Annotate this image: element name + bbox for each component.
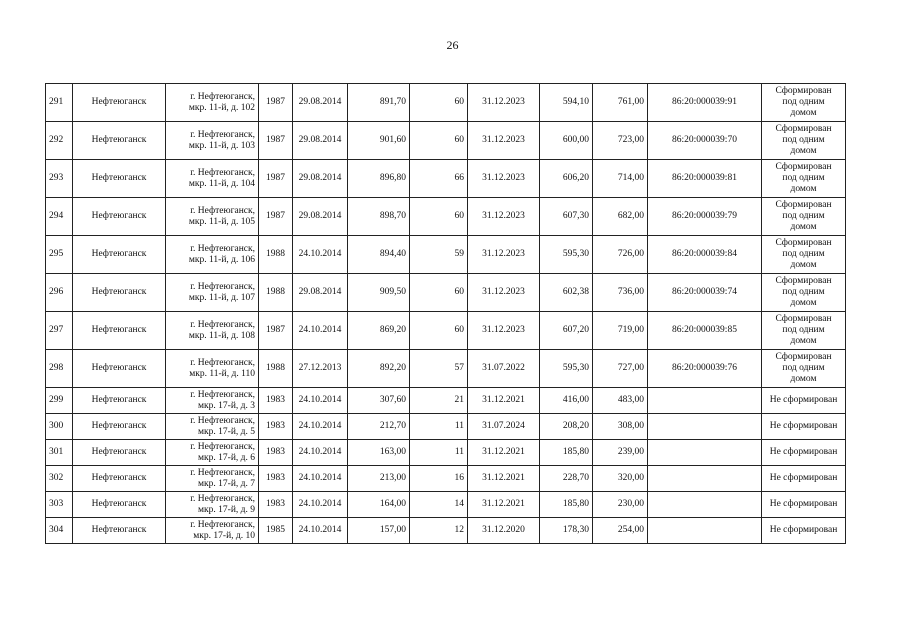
- city-cell: Нефтеюганск: [73, 492, 166, 518]
- city-cell: Нефтеюганск: [73, 236, 166, 274]
- cadastral-cell: 86:20:000039:81: [648, 160, 762, 198]
- row-number: 291: [46, 84, 73, 122]
- status-line: Сформирован: [775, 200, 832, 210]
- value2-cell: 230,00: [593, 492, 648, 518]
- cadastral-cell: [648, 518, 762, 544]
- value2-cell: 714,00: [593, 160, 648, 198]
- city-cell: Нефтеюганск: [73, 84, 166, 122]
- row-number: 292: [46, 122, 73, 160]
- area-cell: 157,00: [348, 518, 410, 544]
- city-cell: Нефтеюганск: [73, 388, 166, 414]
- row-number: 304: [46, 518, 73, 544]
- date-cell: 29.08.2014: [293, 84, 348, 122]
- table-row: [46, 414, 846, 440]
- address-line: мкр. 11-й, д. 103: [188, 140, 255, 151]
- value1-cell: 595,30: [540, 350, 593, 388]
- status-cell: [762, 414, 846, 440]
- address-line: мкр. 11-й, д. 106: [188, 254, 255, 265]
- status-line: Сформирован: [775, 314, 832, 324]
- cadastral-cell: 86:20:000039:76: [648, 350, 762, 388]
- status-line: Не сформирован: [769, 421, 838, 431]
- address-line: мкр. 11-й, д. 105: [188, 216, 255, 227]
- value1-cell: 606,20: [540, 160, 593, 198]
- table-row: [46, 122, 846, 160]
- percent-cell: 60: [410, 312, 468, 350]
- address-line: мкр. 17-й, д. 6: [198, 452, 255, 463]
- area-cell: 892,20: [348, 350, 410, 388]
- address-line: г. Нефтеюганск,: [190, 167, 255, 178]
- address-line: мкр. 11-й, д. 102: [188, 102, 255, 113]
- row-number: 301: [46, 440, 73, 466]
- status-line: домом: [790, 260, 817, 270]
- row-number: 296: [46, 274, 73, 312]
- value2-cell: 320,00: [593, 466, 648, 492]
- date-cell: 24.10.2014: [293, 492, 348, 518]
- value2-cell: 723,00: [593, 122, 648, 160]
- address-cell: [166, 518, 259, 544]
- value1-cell: 600,00: [540, 122, 593, 160]
- address-cell: [166, 274, 259, 312]
- value1-cell: 416,00: [540, 388, 593, 414]
- status-line: Не сформирован: [769, 473, 838, 483]
- area-cell: 898,70: [348, 198, 410, 236]
- status-line: под одним: [782, 363, 825, 373]
- address-cell: [166, 388, 259, 414]
- status-cell: [762, 466, 846, 492]
- value2-cell: 682,00: [593, 198, 648, 236]
- row-number: 297: [46, 312, 73, 350]
- due-date-cell: 31.12.2023: [468, 236, 540, 274]
- due-date-cell: 31.12.2023: [468, 274, 540, 312]
- status-line: Не сформирован: [769, 525, 838, 535]
- city-cell: Нефтеюганск: [73, 466, 166, 492]
- row-number: 295: [46, 236, 73, 274]
- table-row: [46, 312, 846, 350]
- address-line: г. Нефтеюганск,: [190, 493, 255, 504]
- value1-cell: 602,38: [540, 274, 593, 312]
- table-body: [46, 84, 846, 544]
- date-cell: 24.10.2014: [293, 388, 348, 414]
- status-line: под одним: [782, 211, 825, 221]
- percent-cell: 66: [410, 160, 468, 198]
- address-cell: [166, 350, 259, 388]
- address-line: г. Нефтеюганск,: [190, 319, 255, 330]
- due-date-cell: 31.12.2023: [468, 312, 540, 350]
- status-line: Сформирован: [775, 352, 832, 362]
- year-cell: 1987: [259, 312, 293, 350]
- status-line: под одним: [782, 173, 825, 183]
- date-cell: 24.10.2014: [293, 466, 348, 492]
- row-number: 294: [46, 198, 73, 236]
- percent-cell: 60: [410, 84, 468, 122]
- value2-cell: 308,00: [593, 414, 648, 440]
- value2-cell: 483,00: [593, 388, 648, 414]
- area-cell: 909,50: [348, 274, 410, 312]
- value1-cell: 178,30: [540, 518, 593, 544]
- percent-cell: 57: [410, 350, 468, 388]
- date-cell: 29.08.2014: [293, 198, 348, 236]
- city-cell: Нефтеюганск: [73, 350, 166, 388]
- value1-cell: 185,80: [540, 492, 593, 518]
- value1-cell: 607,30: [540, 198, 593, 236]
- row-number: 302: [46, 466, 73, 492]
- status-cell: [762, 350, 846, 388]
- status-line: Сформирован: [775, 238, 832, 248]
- due-date-cell: 31.12.2023: [468, 160, 540, 198]
- year-cell: 1987: [259, 198, 293, 236]
- value2-cell: 726,00: [593, 236, 648, 274]
- status-line: домом: [790, 374, 817, 384]
- year-cell: 1985: [259, 518, 293, 544]
- date-cell: 24.10.2014: [293, 414, 348, 440]
- date-cell: 24.10.2014: [293, 518, 348, 544]
- value2-cell: 719,00: [593, 312, 648, 350]
- address-cell: [166, 84, 259, 122]
- address-line: г. Нефтеюганск,: [190, 415, 255, 426]
- date-cell: 24.10.2014: [293, 236, 348, 274]
- city-cell: Нефтеюганск: [73, 312, 166, 350]
- address-line: г. Нефтеюганск,: [190, 91, 255, 102]
- status-cell: [762, 84, 846, 122]
- address-line: г. Нефтеюганск,: [190, 389, 255, 400]
- percent-cell: 60: [410, 122, 468, 160]
- status-line: Не сформирован: [769, 447, 838, 457]
- row-number: 300: [46, 414, 73, 440]
- area-cell: 901,60: [348, 122, 410, 160]
- table-row: [46, 160, 846, 198]
- year-cell: 1983: [259, 440, 293, 466]
- status-line: домом: [790, 146, 817, 156]
- status-line: домом: [790, 298, 817, 308]
- percent-cell: 14: [410, 492, 468, 518]
- table-row: [46, 388, 846, 414]
- value2-cell: 254,00: [593, 518, 648, 544]
- status-cell: [762, 160, 846, 198]
- status-cell: [762, 274, 846, 312]
- cadastral-cell: [648, 492, 762, 518]
- city-cell: Нефтеюганск: [73, 518, 166, 544]
- value1-cell: 595,30: [540, 236, 593, 274]
- area-cell: 213,00: [348, 466, 410, 492]
- address-line: г. Нефтеюганск,: [190, 467, 255, 478]
- area-cell: 896,80: [348, 160, 410, 198]
- value1-cell: 607,20: [540, 312, 593, 350]
- row-number: 299: [46, 388, 73, 414]
- cadastral-cell: 86:20:000039:70: [648, 122, 762, 160]
- area-cell: 163,00: [348, 440, 410, 466]
- address-cell: [166, 198, 259, 236]
- percent-cell: 11: [410, 414, 468, 440]
- status-line: под одним: [782, 325, 825, 335]
- year-cell: 1983: [259, 414, 293, 440]
- value2-cell: 239,00: [593, 440, 648, 466]
- value1-cell: 594,10: [540, 84, 593, 122]
- date-cell: 24.10.2014: [293, 440, 348, 466]
- status-line: Не сформирован: [769, 395, 838, 405]
- year-cell: 1988: [259, 350, 293, 388]
- cadastral-cell: [648, 414, 762, 440]
- status-line: Сформирован: [775, 86, 832, 96]
- due-date-cell: 31.07.2024: [468, 414, 540, 440]
- table-row: [46, 518, 846, 544]
- address-line: г. Нефтеюганск,: [190, 243, 255, 254]
- address-line: г. Нефтеюганск,: [190, 441, 255, 452]
- address-line: г. Нефтеюганск,: [190, 357, 255, 368]
- status-line: Не сформирован: [769, 499, 838, 509]
- due-date-cell: 31.12.2023: [468, 84, 540, 122]
- address-cell: [166, 160, 259, 198]
- value1-cell: 228,70: [540, 466, 593, 492]
- area-cell: 212,70: [348, 414, 410, 440]
- status-cell: [762, 122, 846, 160]
- status-line: Сформирован: [775, 276, 832, 286]
- percent-cell: 59: [410, 236, 468, 274]
- cadastral-cell: [648, 466, 762, 492]
- due-date-cell: 31.12.2021: [468, 492, 540, 518]
- date-cell: 29.08.2014: [293, 274, 348, 312]
- address-cell: [166, 236, 259, 274]
- status-line: домом: [790, 184, 817, 194]
- value2-cell: 736,00: [593, 274, 648, 312]
- address-line: мкр. 11-й, д. 104: [188, 178, 255, 189]
- date-cell: 24.10.2014: [293, 312, 348, 350]
- address-line: мкр. 11-й, д. 107: [188, 292, 255, 303]
- address-line: мкр. 17-й, д. 5: [198, 426, 255, 437]
- due-date-cell: 31.12.2020: [468, 518, 540, 544]
- cadastral-cell: 86:20:000039:79: [648, 198, 762, 236]
- address-cell: [166, 440, 259, 466]
- status-line: домом: [790, 222, 817, 232]
- status-cell: [762, 492, 846, 518]
- cadastral-cell: [648, 440, 762, 466]
- value2-cell: 727,00: [593, 350, 648, 388]
- status-line: Сформирован: [775, 162, 832, 172]
- address-line: мкр. 11-й, д. 110: [189, 368, 255, 379]
- table-row: [46, 236, 846, 274]
- row-number: 293: [46, 160, 73, 198]
- cadastral-cell: 86:20:000039:85: [648, 312, 762, 350]
- row-number: 298: [46, 350, 73, 388]
- year-cell: 1983: [259, 466, 293, 492]
- value1-cell: 208,20: [540, 414, 593, 440]
- due-date-cell: 31.12.2023: [468, 198, 540, 236]
- area-cell: 164,00: [348, 492, 410, 518]
- percent-cell: 11: [410, 440, 468, 466]
- city-cell: Нефтеюганск: [73, 274, 166, 312]
- area-cell: 869,20: [348, 312, 410, 350]
- status-cell: [762, 236, 846, 274]
- page-number: 26: [446, 38, 459, 52]
- status-line: под одним: [782, 135, 825, 145]
- status-line: под одним: [782, 287, 825, 297]
- date-cell: 29.08.2014: [293, 122, 348, 160]
- year-cell: 1988: [259, 236, 293, 274]
- year-cell: 1987: [259, 122, 293, 160]
- status-line: под одним: [782, 249, 825, 259]
- cadastral-cell: 86:20:000039:84: [648, 236, 762, 274]
- table-row: [46, 466, 846, 492]
- due-date-cell: 31.12.2021: [468, 440, 540, 466]
- value1-cell: 185,80: [540, 440, 593, 466]
- status-cell: [762, 388, 846, 414]
- date-cell: 29.08.2014: [293, 160, 348, 198]
- percent-cell: 60: [410, 198, 468, 236]
- address-line: мкр. 17-й, д. 7: [198, 478, 255, 489]
- status-cell: [762, 198, 846, 236]
- address-line: г. Нефтеюганск,: [190, 519, 255, 530]
- year-cell: 1983: [259, 492, 293, 518]
- year-cell: 1983: [259, 388, 293, 414]
- address-cell: [166, 492, 259, 518]
- status-line: под одним: [782, 97, 825, 107]
- table-row: [46, 198, 846, 236]
- cadastral-cell: 86:20:000039:91: [648, 84, 762, 122]
- percent-cell: 21: [410, 388, 468, 414]
- address-line: мкр. 17-й, д. 10: [193, 530, 255, 541]
- table-row: [46, 492, 846, 518]
- due-date-cell: 31.12.2021: [468, 388, 540, 414]
- row-number: 303: [46, 492, 73, 518]
- housing-registry-table: [45, 83, 846, 544]
- year-cell: 1987: [259, 84, 293, 122]
- table-row: [46, 84, 846, 122]
- percent-cell: 16: [410, 466, 468, 492]
- city-cell: Нефтеюганск: [73, 122, 166, 160]
- percent-cell: 60: [410, 274, 468, 312]
- due-date-cell: 31.12.2023: [468, 122, 540, 160]
- city-cell: Нефтеюганск: [73, 160, 166, 198]
- city-cell: Нефтеюганск: [73, 198, 166, 236]
- address-line: мкр. 17-й, д. 3: [198, 400, 255, 411]
- area-cell: 894,40: [348, 236, 410, 274]
- area-cell: 891,70: [348, 84, 410, 122]
- status-line: домом: [790, 336, 817, 346]
- address-line: мкр. 11-й, д. 108: [188, 330, 255, 341]
- table-row: [46, 350, 846, 388]
- table-row: [46, 274, 846, 312]
- city-cell: Нефтеюганск: [73, 414, 166, 440]
- city-cell: Нефтеюганск: [73, 440, 166, 466]
- address-cell: [166, 466, 259, 492]
- due-date-cell: 31.12.2021: [468, 466, 540, 492]
- address-line: г. Нефтеюганск,: [190, 281, 255, 292]
- cadastral-cell: 86:20:000039:74: [648, 274, 762, 312]
- value2-cell: 761,00: [593, 84, 648, 122]
- address-cell: [166, 312, 259, 350]
- due-date-cell: 31.07.2022: [468, 350, 540, 388]
- percent-cell: 12: [410, 518, 468, 544]
- date-cell: 27.12.2013: [293, 350, 348, 388]
- status-line: Сформирован: [775, 124, 832, 134]
- year-cell: 1988: [259, 274, 293, 312]
- address-cell: [166, 414, 259, 440]
- status-line: домом: [790, 108, 817, 118]
- area-cell: 307,60: [348, 388, 410, 414]
- status-cell: [762, 312, 846, 350]
- cadastral-cell: [648, 388, 762, 414]
- address-line: г. Нефтеюганск,: [190, 129, 255, 140]
- table-row: [46, 440, 846, 466]
- address-line: г. Нефтеюганск,: [190, 205, 255, 216]
- year-cell: 1987: [259, 160, 293, 198]
- status-cell: [762, 518, 846, 544]
- status-cell: [762, 440, 846, 466]
- address-cell: [166, 122, 259, 160]
- address-line: мкр. 17-й, д. 9: [198, 504, 255, 515]
